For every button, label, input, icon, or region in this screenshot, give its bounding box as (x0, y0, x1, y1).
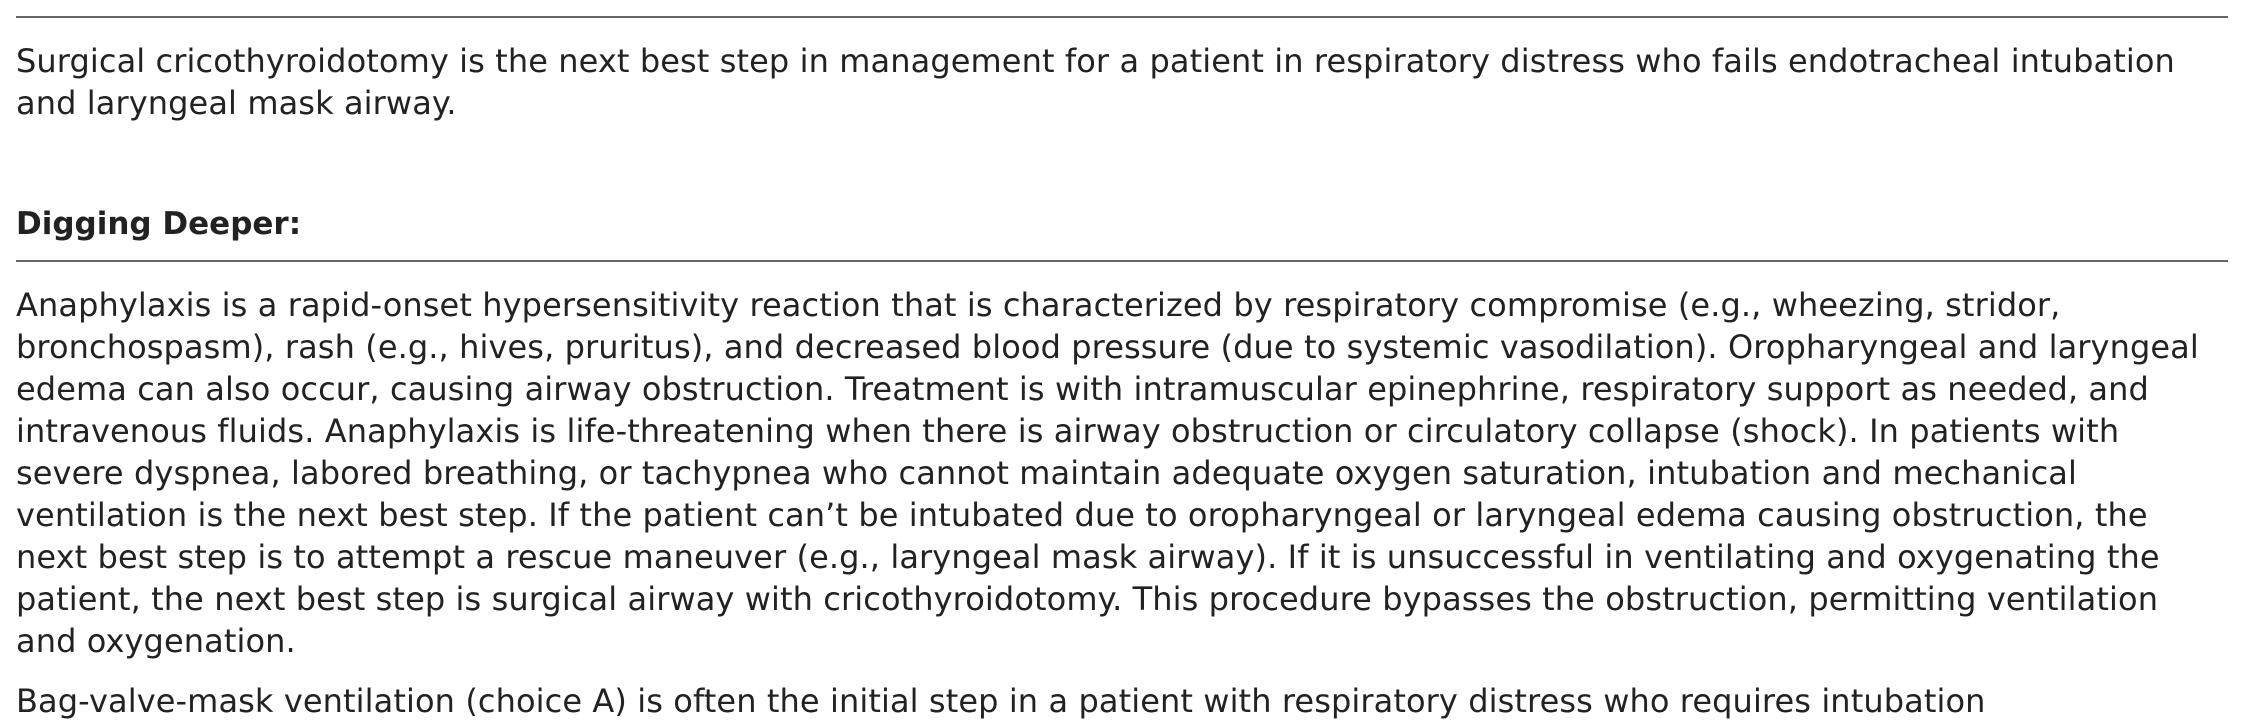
explanation-paragraph: Anaphylaxis is a rapid-onset hypersensitivity reaction that is characterized by respiratory compromise (e.g., wheezing, stridor, bronchospasm), rash (e.g., hives, pruritus), and decreased blood pressure (due to systemic vasodilation). Oropharyngeal and laryngeal edema can also occur, causing airway obstruction. Treatment is with intramuscular epinephrine, respiratory support as needed, and intravenous fluids. Anaphylaxis is life-threatening when there is airway obstruction or circulatory collapse (shock). In patients with severe dyspnea, labored breathing, or tachypnea who cannot maintain adequate oxygen saturation, intubation and mechanical ventilation is the next best step. If the patient can’t be intubated due to oropharyngeal or laryngeal edema causing obstruction, the next best step is to attempt a rescue maneuver (e.g., laryngeal mask airway). If it is unsuccessful in ventilating and oxygenating the patient, the next best step is surgical airway with cricothyroidotomy. This procedure bypasses the obstruction, permitting ventilation and oxygenation. (16, 286, 2199, 660)
explanation-panel (16, 0, 2228, 722)
explanation-paragraph: Bag-valve-mask ventilation (choice A) is often the initial step in a patient with respiratory distress who requires intubation (16, 682, 1986, 720)
top-divider (16, 16, 2228, 18)
section-divider (16, 260, 2228, 262)
section-heading: Digging Deeper: (16, 206, 302, 242)
summary-text: Surgical cricothyroidotomy is the next best step in management for a patient in respiratory distress who fails endotracheal intubation and laryngeal mask airway. (16, 42, 2175, 122)
